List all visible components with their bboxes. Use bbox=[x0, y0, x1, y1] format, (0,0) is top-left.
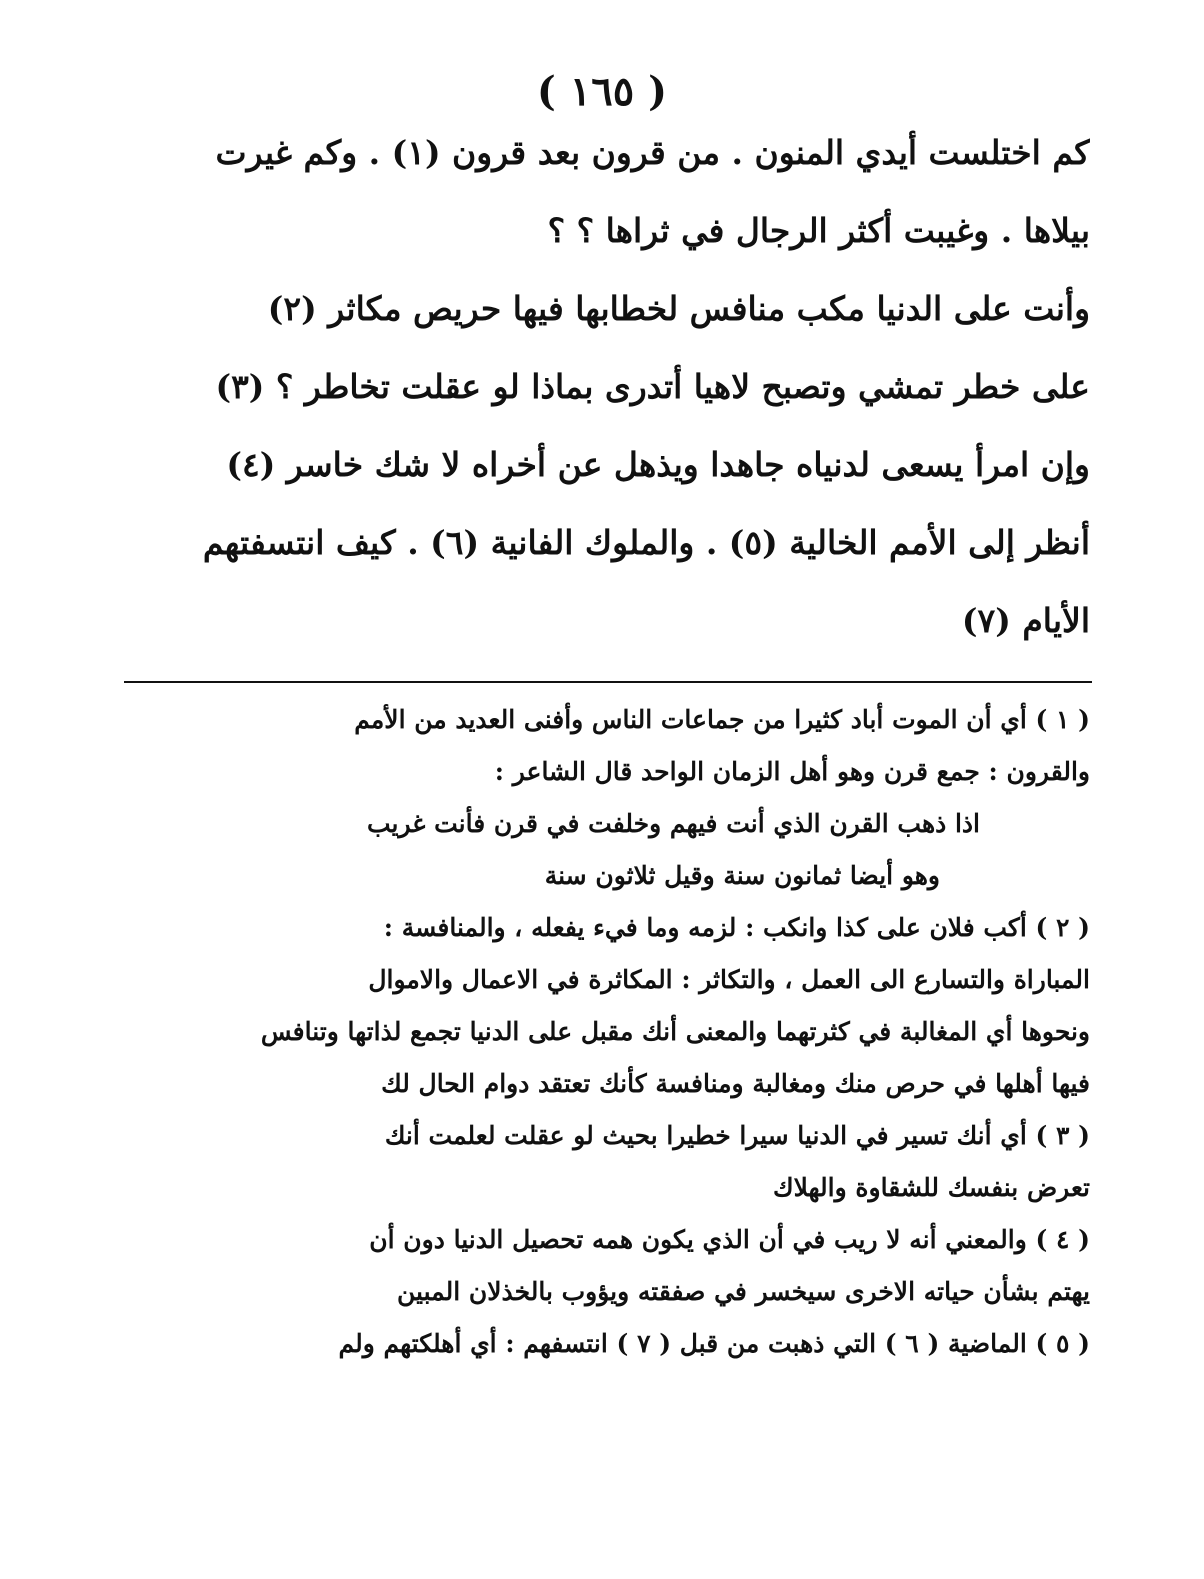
footnote-line: يهتم بشأن حياته الاخرى سيخسر في صفقته ويؤوب بالخذلان المبين bbox=[397, 1277, 1090, 1306]
verse-line: على خطر تمشي وتصبح لاهيا أتدرى بماذا لو عقلت تخاطر ؟ (٣) bbox=[215, 367, 1090, 406]
footnote-line: والقرون : جمع قرن وهو أهل الزمان الواحد قال الشاعر : bbox=[494, 757, 1090, 786]
footnote-line: ( ٥ ) الماضية ( ٦ ) التي ذهبت من قبل ( ٧ ) انتسفهم : أي أهلكتهم ولم bbox=[338, 1329, 1090, 1358]
verse-line: وإن امرأ يسعى لدنياه جاهدا ويذهل عن أخراه لا شك خاسر (٤) bbox=[226, 445, 1090, 484]
footnote-line: ( ٣ ) أي أنك تسير في الدنيا سيرا خطيرا بحيث لو عقلت لعلمت أنك bbox=[384, 1121, 1090, 1150]
main-text-block bbox=[118, 130, 1090, 668]
main-text-line: بيلاها . وغيبت أكثر الرجال في ثراها ؟ ؟ bbox=[547, 211, 1090, 250]
footnote-line: ( ١ ) أي أن الموت أباد كثيرا من جماعات الناس وأفنى العديد من الأمم bbox=[354, 705, 1090, 734]
footnote-line: وهو أيضا ثمانون سنة وقيل ثلاثون سنة bbox=[544, 861, 940, 890]
main-text-line: كم اختلست أيدي المنون . من قرون بعد قرون (١) . وكم غيرت bbox=[215, 133, 1090, 172]
footnote-verse-line: اذا ذهب القرن الذي أنت فيهم وخلفت في قرن فأنت غريب bbox=[367, 809, 980, 838]
main-text-line: أنظر إلى الأمم الخالية (٥) . والملوك الفانية (٦) . كيف انتسفتهم bbox=[202, 523, 1090, 562]
footnote-line: تعرض بنفسك للشقاوة والهلاك bbox=[773, 1173, 1090, 1202]
footnote-line: ( ٤ ) والمعني أنه لا ريب في أن الذي يكون همه تحصيل الدنيا دون أن bbox=[369, 1225, 1090, 1254]
footnote-line: ونحوها أي المغالبة في كثرتهما والمعنى أنك مقبل على الدنيا تجمع لذاتها وتنافس bbox=[260, 1017, 1090, 1046]
verse-line: وأنت على الدنيا مكب منافس لخطابها فيها حريص مكاثر (٢) bbox=[267, 289, 1090, 328]
footnote-line: ( ٢ ) أكب فلان على كذا وانكب : لزمه وما فيء يفعله ، والمنافسة : bbox=[383, 913, 1090, 942]
main-text-line: الأيام (٧) bbox=[961, 601, 1090, 640]
footnote-line: فيها أهلها في حرص منك ومغالبة ومنافسة كأنك تعتقد دوام الحال لك bbox=[381, 1069, 1090, 1098]
footnote-line: المباراة والتسارع الى العمل ، والتكاثر : المكاثرة في الاعمال والاموال bbox=[368, 965, 1090, 994]
footnotes-block bbox=[124, 700, 1090, 1376]
footnote-divider bbox=[124, 681, 1092, 683]
page-number: ( ١٦٥ ) bbox=[536, 68, 668, 115]
